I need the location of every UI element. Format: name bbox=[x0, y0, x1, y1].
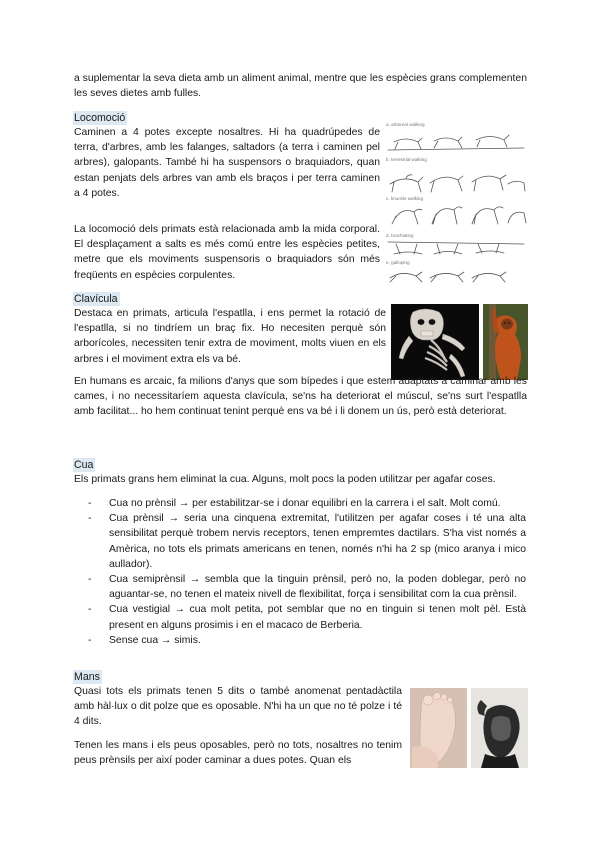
locomotion-label-c: c. knuckle walking bbox=[386, 196, 424, 201]
heading-locomocio: Locomoció bbox=[74, 112, 126, 124]
locomocio-paragraph-2: La locomoció dels primats està relacionada amb la mida corporal. El desplaçament a salts es més comú entre les espècies petites, metre que els moviments suspensoris o braquiadors són més freqüents en espècies corpulentes. bbox=[74, 224, 380, 281]
list-item: - Sense cua → simis. bbox=[88, 634, 201, 646]
locomotion-figure bbox=[384, 120, 528, 288]
gorilla-foot-image bbox=[471, 688, 528, 768]
locomotion-label-e: e. galloping bbox=[386, 260, 410, 265]
heading-clavicula: Clavícula bbox=[74, 293, 118, 305]
locomotion-sketches bbox=[384, 120, 528, 288]
heading-cua: Cua bbox=[74, 459, 94, 471]
clavicula-paragraph-2: En humans es arcaic, fa milions d'anys que som bípedes i que estem adaptats a caminar amb les cames, i no necessitaríem aquesta clavícula, se'ns ha deteriorat el múscul, se'ns surt l'espatlla amb facilitat... ho hem continuat tenint perquè ens va bé i li donem un ús, però està deteriorat. bbox=[74, 376, 527, 418]
gorilla-skeleton-image bbox=[391, 304, 479, 380]
locomotion-label-d: d. brachiating bbox=[386, 233, 414, 238]
locomocio-paragraph-1: Caminen a 4 potes excepte nosaltres. Hi ha quadrúpedes de terra, d'arbres, amb les falanges, saltadors (a terra i caminen pel arbres), galopants. També hi ha suspensors o braquiadors, quan estan penjats dels arbres van amb els braços i per terra caminen a 4 potes. bbox=[74, 127, 380, 199]
cua-intro: Els primats grans hem eliminat la cua. Alguns, molt pocs la poden utilitzar per agafar coses. bbox=[74, 474, 496, 485]
locomotion-label-b: b. terrestrial walking bbox=[386, 157, 427, 162]
clavicula-paragraph-1: Destaca en primats, articula l'espatlla, i ens permet la rotació de l'espatlla, si no tindríem un braç fix. Ho necesiten perquè són arborícoles, necessiten tenir extra de moviment, molts viuen en els arbres i el moviment extra els va bé. bbox=[74, 308, 386, 365]
mans-paragraph-1: Quasi tots els primats tenen 5 dits o també anomenat pentadàctila amb hàl·lux o dit polze que es oposable. N'hi ha un que no té polze i té 4 dits. bbox=[74, 686, 402, 728]
list-item: - Cua prènsil → seria una cinquena extremitat, l'utilitzen per agafar coses i té una alta sensibilitat perquè trobem nervis receptors, tenen empremtes dactilars. S'ha vist només a Amèrica, no tots els primats americans en tenen, només n'hi ha 2 sp (mico aranya i mico aullador). bbox=[88, 513, 526, 570]
list-item: - Cua no prènsil → per estabilitzar-se i donar equilibri en la carrera i el salt. Molt comú. bbox=[88, 498, 501, 509]
list-item: - Cua vestigial → cua molt petita, pot semblar que no en tinguin si tenen molt pèl. Està present en alguns prosimis i en el macaco de Berberia. bbox=[88, 604, 526, 631]
intro-paragraph: a suplementar la seva dieta amb un aliment animal, mentre que les espècies grans complementen les seves dietes amb fulles. bbox=[74, 73, 527, 100]
list-item: - Cua semiprènsil → sembla que la tinguin prènsil, però no, la poden doblegar, però no aguantar-se, no tenen el mateix nivell de flexibilitat, força i sensibilitat com la cua prènsil. bbox=[88, 574, 526, 601]
cua-list bbox=[88, 496, 526, 648]
baby-foot-image bbox=[410, 688, 467, 768]
heading-mans: Mans bbox=[74, 671, 100, 683]
locomotion-label-a: a. arboreal walking bbox=[386, 122, 425, 127]
mans-paragraph-2: Tenen les mans i els peus oposables, però no tots, nosaltres no tenim peus prènsils per així poder caminar a dues potes. Quan els bbox=[74, 740, 402, 767]
orangutan-image bbox=[483, 304, 528, 380]
